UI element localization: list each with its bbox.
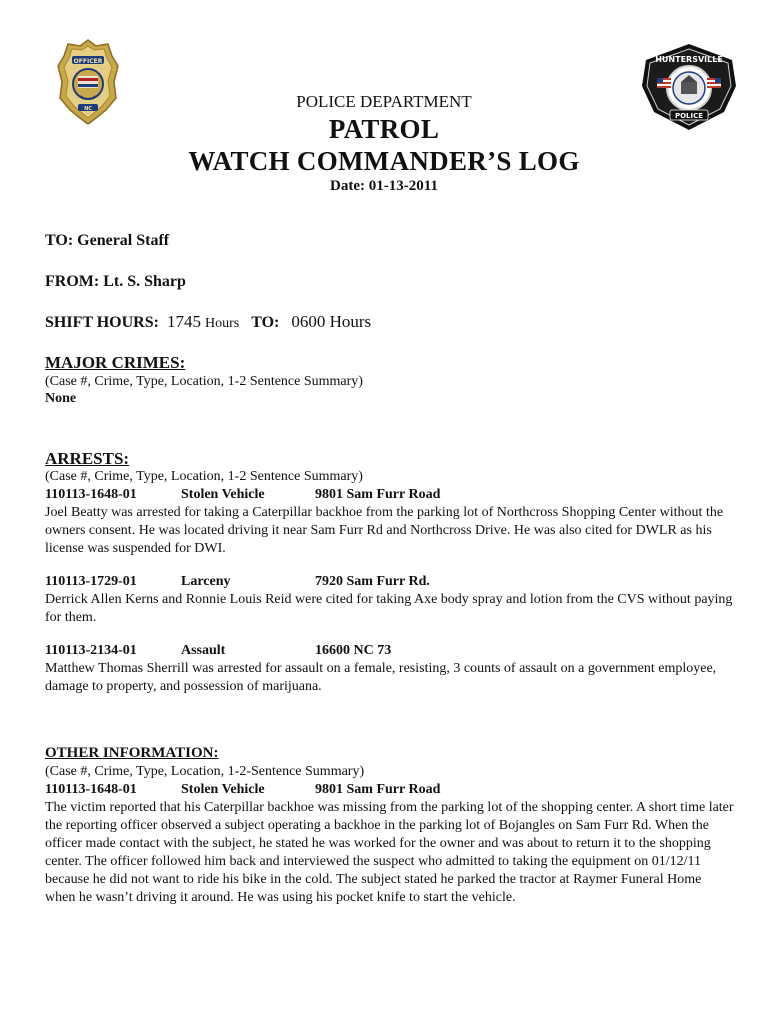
log-date <box>0 178 768 195</box>
other-information-entry <box>45 781 735 907</box>
case-number: 110113-1648-01 <box>45 782 137 797</box>
other-information-heading: OTHER INFORMATION: <box>45 745 219 761</box>
shift-start: 1745 <box>166 312 201 331</box>
to-label: TO: <box>45 232 74 249</box>
shift-hours-line <box>45 312 371 332</box>
from-label: FROM: <box>45 273 100 290</box>
to-line <box>45 232 169 250</box>
shift-start-unit: Hours <box>204 316 240 331</box>
location: 9801 Sam Furr Road <box>315 487 441 502</box>
to-value: General Staff <box>77 232 170 249</box>
svg-text:OFFICER: OFFICER <box>73 58 103 65</box>
arrest-summary: Derrick Allen Kerns and Ronnie Louis Reid were cited for taking Axe body spray and lotion from the CVS without paying for them. <box>45 592 733 625</box>
crime-type: Larceny <box>181 574 231 589</box>
other-information-summary: The victim reported that his Caterpillar backhoe was missing from the parking lot of the shopping center. A short time later the reporting officer observed a subject operating a backhoe in the parking lot of Bojangles on Sam Furr Rd. When the officer made contact with the subject, he stated he was worked for the owner and was about to return it to the shopping center. The officer followed him back and interviewed the suspect who admitted to taking the equipment on 01/12/11 because he did not want to ride his bike in the cold. The subject stated he parked the tractor at Raymer Funeral Home when he wasn’t driving it around. He was using his pocket knife to start the vehicle. <box>45 800 734 905</box>
arrest-entry <box>45 642 735 696</box>
shift-end: 0600 Hours <box>291 312 372 331</box>
arrest-entry <box>45 486 735 558</box>
major-crimes-note: (Case #, Crime, Type, Location, 1-2 Sentence Summary) <box>45 374 363 389</box>
location: 9801 Sam Furr Road <box>315 782 441 797</box>
major-crimes-heading: MAJOR CRIMES: <box>45 353 186 372</box>
crime-type: Stolen Vehicle <box>181 782 265 797</box>
location: 7920 Sam Furr Rd. <box>315 574 430 589</box>
arrest-entry-header <box>45 573 735 591</box>
log-subtitle: WATCH COMMANDER’S LOG <box>188 146 580 176</box>
from-line <box>45 273 186 291</box>
from-value: Lt. S. Sharp <box>103 273 186 290</box>
police-officer-badge-icon <box>56 38 120 126</box>
case-number: 110113-1729-01 <box>45 574 137 589</box>
arrest-entry <box>45 573 735 627</box>
other-entry-header <box>45 781 735 799</box>
shift-label: SHIFT HOURS: <box>45 314 159 331</box>
arrests-heading: ARRESTS: <box>45 449 130 468</box>
crime-type: Stolen Vehicle <box>181 487 265 502</box>
case-number: 110113-1648-01 <box>45 487 137 502</box>
crime-type: Assault <box>181 643 226 658</box>
svg-text:POLICE: POLICE <box>674 112 704 120</box>
date-label: Date: <box>330 178 366 194</box>
other-information-note: (Case #, Crime, Type, Location, 1-2-Sentence Summary) <box>45 764 365 779</box>
date-value: 01-13-2011 <box>368 178 438 194</box>
arrest-entry-header <box>45 486 735 504</box>
major-crimes-value: None <box>45 391 77 406</box>
case-number: 110113-2134-01 <box>45 643 137 658</box>
arrest-entry-header <box>45 642 735 660</box>
shift-to-label: TO: <box>251 314 280 331</box>
arrest-summary: Joel Beatty was arrested for taking a Caterpillar backhoe from the parking lot of Northcross Shopping Center without the owners consent. He was located driving it near Sam Furr Rd and Northcross Drive. He was also cited for DWLR as his license was suspended for DWI. <box>45 505 724 556</box>
department-name: POLICE DEPARTMENT <box>296 92 472 111</box>
arrest-summary: Matthew Thomas Sherrill was arrested for assault on a female, resisting, 3 counts of assault on a government employee, damage to property, and possession of marijuana. <box>45 661 717 694</box>
log-title: PATROL <box>328 114 440 144</box>
svg-text:NC: NC <box>84 106 92 112</box>
arrests-note: (Case #, Crime, Type, Location, 1-2 Sentence Summary) <box>45 469 363 484</box>
svg-text:HUNTERSVILLE: HUNTERSVILLE <box>655 55 723 64</box>
location: 16600 NC 73 <box>315 643 392 658</box>
